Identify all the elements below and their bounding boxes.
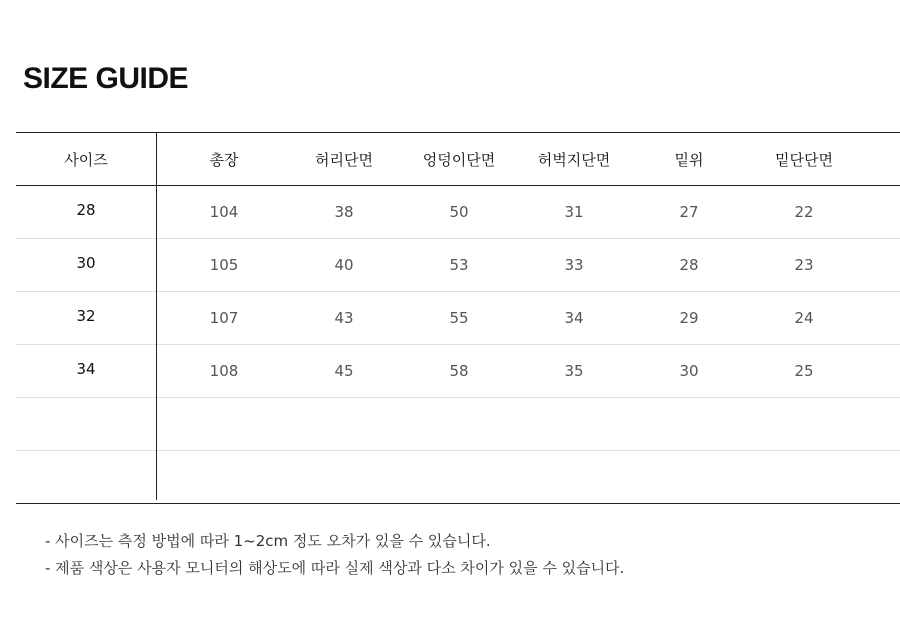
- table-row: [16, 239, 900, 292]
- size-cell: [16, 398, 156, 450]
- table-row: [16, 186, 900, 239]
- size-cell: 30: [76, 254, 96, 272]
- page-title: SIZE GUIDE: [23, 62, 189, 95]
- value-cell: 108: [209, 362, 239, 380]
- value-cell: 25: [794, 362, 814, 380]
- value-cell: 43: [334, 309, 354, 327]
- table-header-row: [16, 132, 900, 186]
- value-cell: 30: [679, 362, 699, 380]
- value-cell: 50: [449, 203, 469, 221]
- value-cell: 107: [209, 309, 239, 327]
- value-cell: 40: [334, 256, 354, 274]
- header-hem: 밑단단면: [775, 150, 833, 169]
- note-measurement: - 사이즈는 측정 방법에 따라 1~2cm 정도 오차가 있을 수 있습니다.: [45, 532, 491, 550]
- value-cell: 23: [794, 256, 814, 274]
- size-cell: [16, 451, 156, 503]
- header-rise: 밑위: [674, 150, 704, 169]
- column-divider: [156, 132, 157, 500]
- value-cell: 105: [209, 256, 239, 274]
- table-row: [16, 292, 900, 345]
- value-cell: 38: [334, 203, 354, 221]
- value-cell: 33: [564, 256, 584, 274]
- header-hip: 엉덩이단면: [422, 150, 496, 169]
- table-row: [16, 345, 900, 398]
- value-cell: 28: [679, 256, 699, 274]
- value-cell: 45: [334, 362, 354, 380]
- size-cell: 28: [76, 201, 96, 219]
- value-cell: 27: [679, 203, 699, 221]
- value-cell: 34: [564, 309, 584, 327]
- value-cell: 24: [794, 309, 814, 327]
- header-waist: 허리단면: [315, 150, 373, 169]
- size-cell: 32: [76, 307, 96, 325]
- value-cell: 31: [564, 203, 584, 221]
- value-cell: 35: [564, 362, 584, 380]
- value-cell: 58: [449, 362, 469, 380]
- value-cell: 22: [794, 203, 814, 221]
- value-cell: 53: [449, 256, 469, 274]
- size-guide-table: [16, 132, 900, 504]
- note-color: - 제품 색상은 사용자 모니터의 해상도에 따라 실제 색상과 다소 차이가 있을 수 있습니다.: [45, 559, 625, 577]
- header-total-length: 총장: [209, 150, 239, 169]
- header-thigh: 허벅지단면: [537, 150, 611, 169]
- header-size: 사이즈: [64, 150, 108, 169]
- value-cell: 104: [209, 203, 239, 221]
- table-row-empty: [16, 451, 900, 504]
- value-cell: 55: [449, 309, 469, 327]
- size-cell: 34: [76, 360, 96, 378]
- size-notes: [45, 528, 624, 582]
- value-cell: 29: [679, 309, 699, 327]
- table-row-empty: [16, 398, 900, 451]
